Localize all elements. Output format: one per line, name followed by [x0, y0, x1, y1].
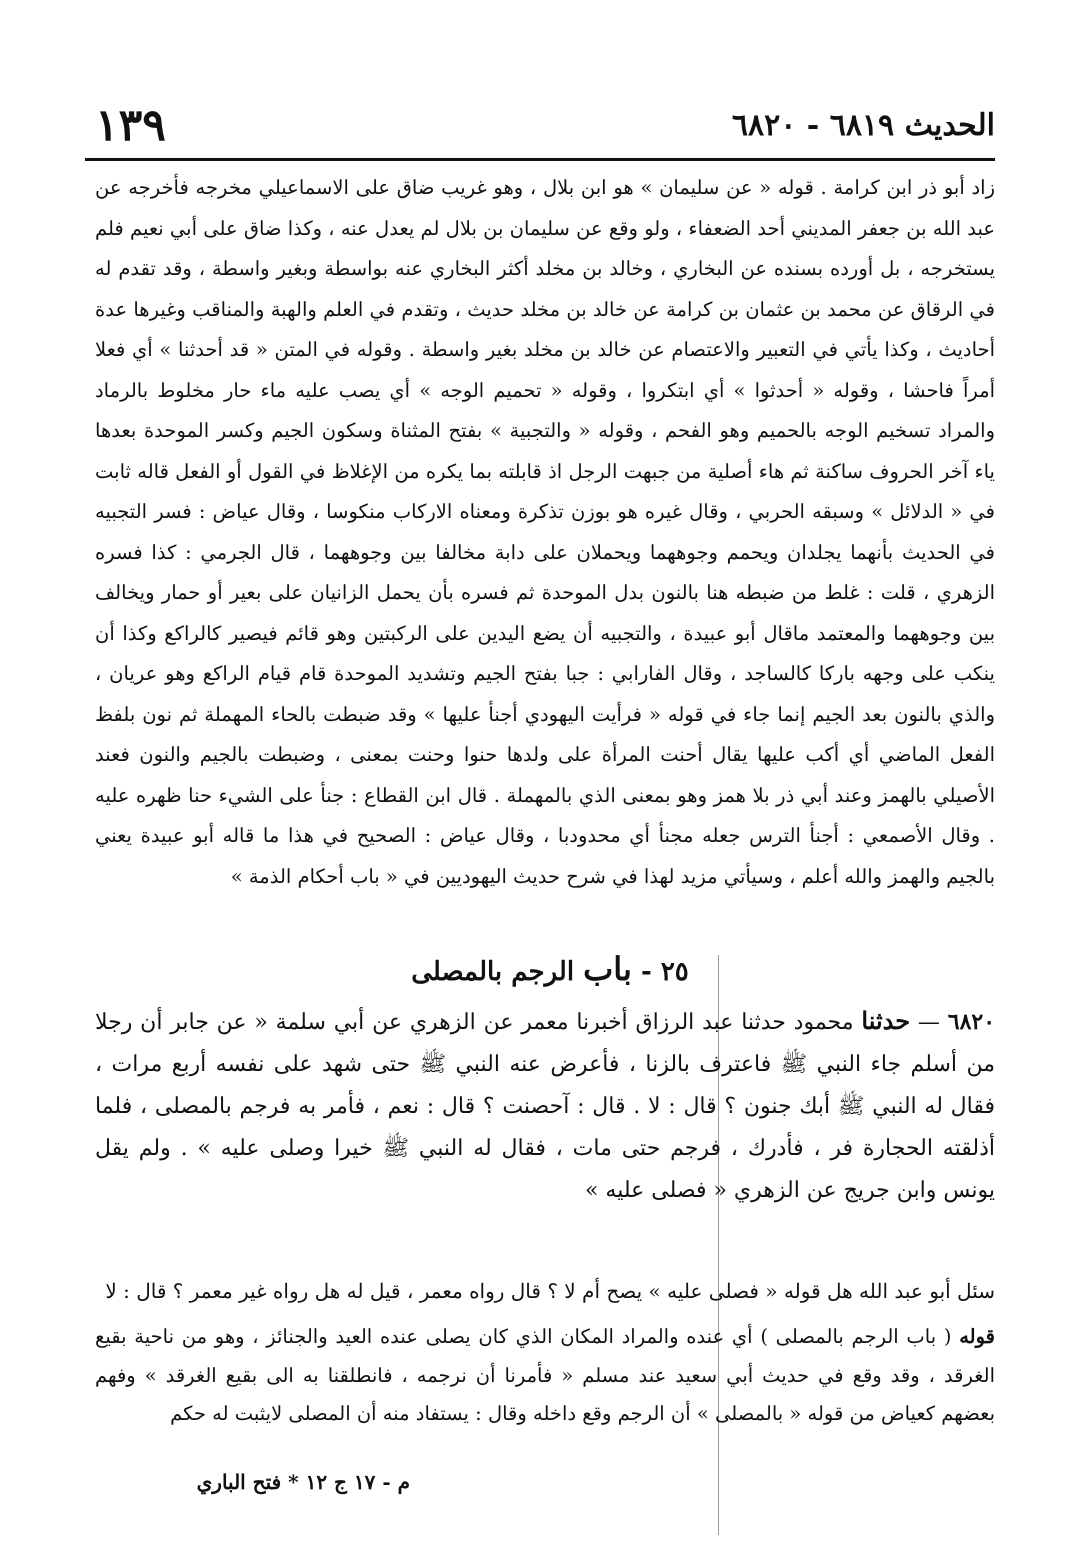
- chapter-bab-word: باب: [583, 950, 632, 988]
- hadith-text: محمود حدثنا عبد الرزاق أخبرنا معمر عن الزهري عن أبي سلمة « عن جابر أن رجلا من أسلم جاء النبي ﷺ فاعترف بالزنا ، فأعرض عنه النبي ﷺ حتى شهد على نفسه أربع مرات ، فقال له النبي ﷺ أبك جنون ؟ قال : لا . قال : آحصنت ؟ قال : نعم ، فأمر به فرجم بالمصلى ، فلما أذلقته الحجارة فر ، فأدرك ، فرجم حتى مات ، فقال له النبي ﷺ خيرا وصلى عليه » . ولم يقل يونس وابن جريج عن الزهري « فصلى عليه »: [95, 1010, 995, 1203]
- running-head-title: الحديث ٦٨١٩ - ٦٨٢٠: [731, 108, 995, 143]
- commentary-paragraph: زاد أبو ذر ابن كرامة . قوله « عن سليمان » هو ابن بلال ، وهو غريب ضاق على الاسماعيلي مخرجه فأخرجه عن عبد الله بن جعفر المديني أحد الضعفاء ، ولو وقع عن سليمان بن بلال لم يعدل عنه ، وكذا ضاق على أبي نعيم فلم يستخرجه ، بل أورده بسنده عن البخاري ، وخالد بن مخلد أكثر البخاري عنه بواسطة وبغير واسطة ، وقد تقدم له في الرقاق عن محمد بن عثمان بن كرامة عن خالد بن مخلد حديث ، وتقدم في العلم والهبة والمناقب وغيرها عدة أحاديث ، وكذا يأتي في التعبير والاعتصام عن خالد بن مخلد بغير واسطة . وقوله في المتن « قد أحدثنا » أي فعلا أمراً فاحشا ، وقوله « أحدثوا » أي ابتكروا ، وقوله « تحميم الوجه » أي يصب عليه ماء حار مخلوط بالرماد والمراد تسخيم الوجه بالحميم وهو الفحم ، وقوله « والتجبية » بفتح المثناة وسكون الجيم وكسر الموحدة بعدها ياء آخر الحروف ساكنة ثم هاء أصلية من جبهت الرجل اذ قابلته بما يكره من الإغلاظ في القول أو الفعل قاله ثابت في « الدلائل » وسبقه الحربي ، وقال غيره هو بوزن تذكرة ومعناه الاركاب منكوسا ، وقال عياض : فسر التجبيه في الحديث بأنهما يجلدان ويحمم وجوههما ويحملان على دابة مخالفا بين وجوههما ، قال الجرمي : كذا فسره الزهري ، قلت : غلط من ضبطه هنا بالنون بدل الموحدة ثم فسره بأن يحمل الزانيان على بعير أو حمار ويخالف بين وجوههما والمعتمد ماقال أبو عبيدة ، والتجبيه أن يضع اليدين على الركبتين وهو قائم فيصير كالراكع وكذا أن ينكب على وجهه باركا كالساجد ، وقال الفارابي : جبا بفتح الجيم وتشديد الموحدة قام قيام الراكع وهو عريان ، والذي بالنون بعد الجيم إنما جاء في قوله « فرأيت اليهودي أجنأ عليها » وقد ضبطت بالحاء المهملة ثم نون بلفظ الفعل الماضي أي أكب عليها يقال أحنت المرأة على ولدها حنوا وحنت بمعنى ، وضبطت بالجيم والنون فعند الأصيلي بالهمز وعند أبي ذر بلا همز وهو بمعنى الذي بالمهملة . قال ابن القطاع : جنأ على الشيء حنا ظهره عليه . وقال الأصمعي : أجنأ الترس جعله مجنأ أي محدودبا ، وقال عياض : الصحيح في هذا ما قاله أبو عبيدة يعني بالجيم والهمز والله أعلم ، وسيأتي مزيد لهذا في شرح حديث اليهوديين في « باب أحكام الذمة »: [95, 176, 995, 888]
- hadith-number: ٦٨٢٠: [947, 1009, 996, 1035]
- chapter-title: الرجم بالمصلى: [411, 957, 575, 987]
- chapter-heading: [300, 950, 800, 994]
- hadith-block: [95, 1000, 995, 1212]
- haddathana-word: حدثنا: [861, 1006, 911, 1035]
- commentary-block: [95, 168, 995, 897]
- hadith-paragraph: [95, 1000, 995, 1212]
- page-number: ١٣٩: [95, 100, 166, 151]
- commentary-2-text: ( باب الرجم بالمصلى ) أي عنده والمراد المكان الذي كان يصلى عنده العيد والجنائز ، وهو من ناحية بقيع الغرقد ، وقد وقع في حديث أبي سعيد عند مسلم « فأمرنا أن نرجمه ، فانطلقنا به الى بقيع الغرقد » وفهم بعضهم كعياض من قوله « بالمصلى » أن الرجم وقع داخله وقال : يستفاد منه أن المصلى لايثبت له حكم: [95, 1325, 995, 1425]
- narration-note: [95, 1272, 995, 1310]
- running-head: [95, 100, 995, 160]
- commentary-2-paragraph: [95, 1318, 995, 1434]
- chapter-number: ٢٥: [660, 957, 689, 987]
- qawluhu-keyword: قوله: [959, 1325, 995, 1348]
- commentary-block-2: [95, 1318, 995, 1434]
- header-rule: [85, 158, 995, 161]
- footer-signature: م - ١٧ ج ١٢ * فتح الباري: [196, 1470, 410, 1494]
- narration-note-text: سئل أبو عبد الله هل قوله « فصلى عليه » يصح أم لا ؟ قال رواه معمر ، قيل له هل رواه غير معمر ؟ قال : لا: [105, 1279, 995, 1303]
- hadith-dash: —: [917, 1010, 940, 1035]
- chapter-dash: -: [640, 957, 652, 987]
